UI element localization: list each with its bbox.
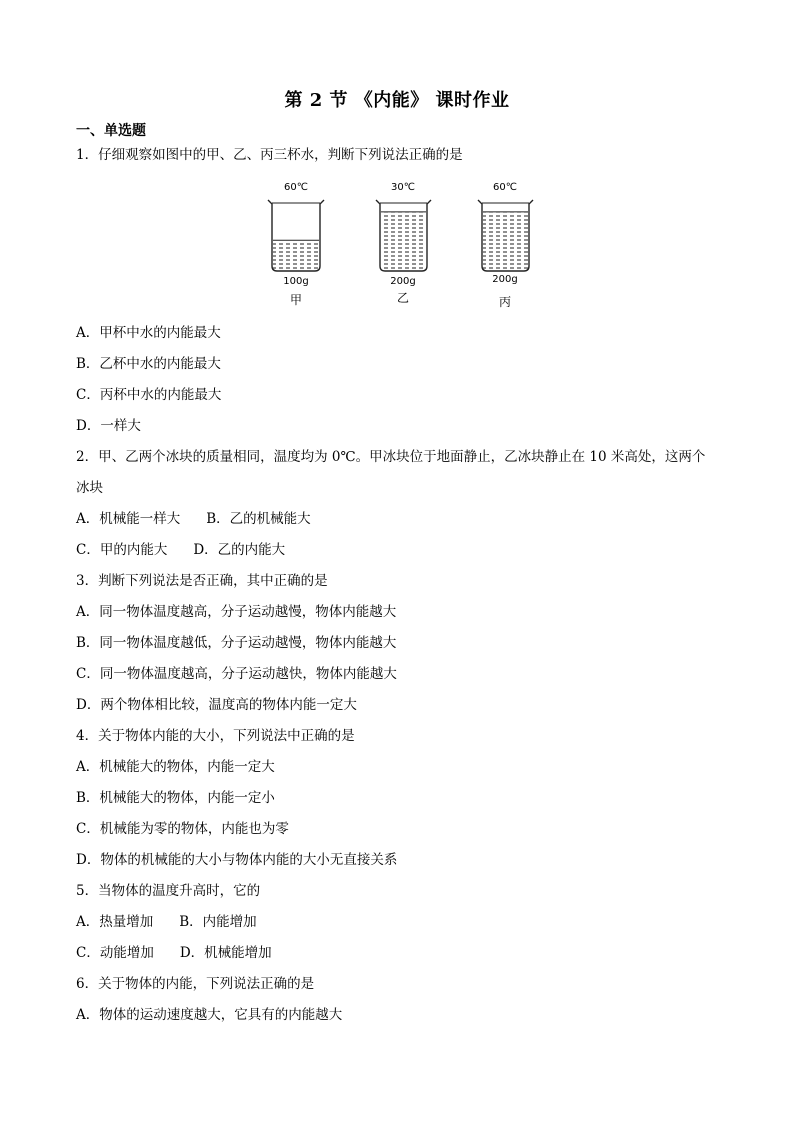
page-title: 第 2 节 《内能》 课时作业 <box>284 90 510 111</box>
question-2-stem: 2．甲、乙两个冰块的质量相同，温度均为 0℃。甲冰块位于地面静止，乙冰块静止在 10 米高处，这两个 <box>76 449 706 465</box>
beaker-yi-label: 乙 <box>396 291 410 305</box>
q1-option-b: B．乙杯中水的内能最大 <box>76 356 221 372</box>
q3-option-a: A．同一物体温度越高，分子运动越慢，物体内能越大 <box>76 604 397 620</box>
q2-options-row-1 <box>76 510 311 528</box>
q4-option-d: D．物体的机械能的大小与物体内能的大小无直接关系 <box>76 852 398 868</box>
beaker-yi <box>376 182 431 305</box>
q4-option-a: A．机械能大的物体，内能一定大 <box>76 759 275 775</box>
beaker-bing <box>478 182 533 309</box>
question-4-stem: 4．关于物体内能的大小，下列说法中正确的是 <box>76 728 355 744</box>
question-3-stem: 3．判断下列说法是否正确，其中正确的是 <box>76 573 328 589</box>
q5-options-row-1 <box>76 913 257 931</box>
q2-option-c: C．甲的内能大 <box>76 542 168 558</box>
question-1-stem: 1．仔细观察如图中的甲、乙、丙三杯水，判断下列说法正确的是 <box>76 147 463 163</box>
beaker-bing-label: 丙 <box>498 295 512 309</box>
q6-option-a: A．物体的运动速度越大，它具有的内能越大 <box>76 1007 343 1023</box>
beaker-bing-mass: 200g <box>492 274 518 285</box>
q5-option-b: B．内能增加 <box>179 914 257 930</box>
q5-option-d: D．机械能增加 <box>179 945 272 961</box>
beaker-bing-temp: 60℃ <box>493 182 517 193</box>
q4-option-b: B．机械能大的物体，内能一定小 <box>76 790 275 806</box>
beaker-jia-water <box>273 240 319 270</box>
beaker-yi-water <box>381 212 426 270</box>
q5-option-c: C．动能增加 <box>76 945 154 961</box>
beaker-bing-water <box>483 212 528 270</box>
question-5-stem: 5．当物体的温度升高时，它的 <box>76 883 261 899</box>
q4-option-c: C．机械能为零的物体，内能也为零 <box>76 821 289 837</box>
q1-option-c: C．丙杯中水的内能最大 <box>76 387 222 403</box>
beaker-jia-mass: 100g <box>283 276 309 287</box>
q2-option-a: A．机械能一样大 <box>76 511 181 527</box>
q1-option-d: D．一样大 <box>76 418 141 434</box>
question-6-stem: 6．关于物体的内能，下列说法正确的是 <box>76 976 315 992</box>
q5-option-a: A．热量增加 <box>76 914 154 930</box>
section-heading: 一、单选题 <box>76 123 146 139</box>
beaker-jia-temp: 60℃ <box>284 182 308 193</box>
q3-option-d: D．两个物体相比较，温度高的物体内能一定大 <box>76 697 357 713</box>
q5-options-row-2 <box>76 944 272 962</box>
q2-option-b: B．乙的机械能大 <box>206 511 311 527</box>
q2-option-d: D．乙的内能大 <box>193 542 286 558</box>
q2-options-row-2 <box>76 541 285 559</box>
beaker-yi-temp: 30℃ <box>391 182 415 193</box>
beakers-figure <box>258 178 548 313</box>
beaker-jia-label: 甲 <box>289 293 303 307</box>
beaker-yi-mass: 200g <box>390 276 416 287</box>
q1-option-a: A．甲杯中水的内能最大 <box>76 325 221 341</box>
beaker-jia <box>268 182 324 307</box>
beakers-diagram <box>258 178 548 313</box>
q3-option-b: B．同一物体温度越低，分子运动越慢，物体内能越大 <box>76 635 397 651</box>
question-2-stem-cont: 冰块 <box>76 480 103 496</box>
q3-option-c: C．同一物体温度越高，分子运动越快，物体内能越大 <box>76 666 397 682</box>
